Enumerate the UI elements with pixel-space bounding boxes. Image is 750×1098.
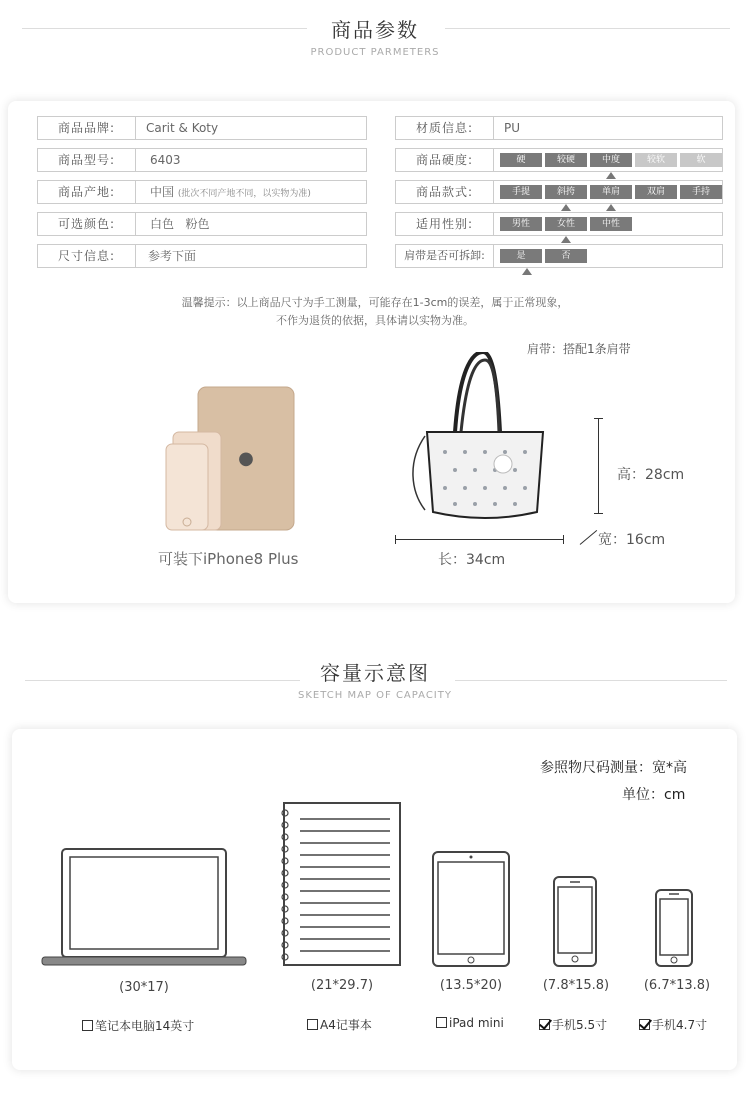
height-tick-top — [594, 418, 603, 419]
param-size — [37, 244, 367, 268]
param-value: 白色 粉色 — [150, 217, 210, 231]
style-options — [494, 181, 722, 203]
param-style — [395, 180, 723, 204]
param-value: 6403 — [150, 153, 181, 167]
bag-strap — [413, 436, 425, 510]
checkbox-empty-icon — [82, 1020, 93, 1031]
capacity-item-name: iPad mini — [449, 1016, 504, 1030]
gender-marker — [561, 236, 571, 243]
option-chip: 手提 — [500, 185, 542, 199]
capacity-item-name: A4记事本 — [320, 1018, 372, 1032]
hardness-options — [494, 149, 722, 171]
length-tick-left — [395, 535, 396, 544]
option-chip: 软 — [680, 153, 722, 167]
length-label: 长：34cm — [438, 552, 506, 568]
param-material — [395, 116, 723, 140]
tip-line-2: 不作为退货的依据，具体请以实物为准。 — [276, 314, 474, 327]
capacity-size: (7.8*15.8) — [542, 978, 610, 993]
origin-note: (批次不同产地不同，以实物为准) — [177, 189, 311, 199]
bag-charm — [494, 455, 512, 473]
bag-illustration — [405, 352, 565, 522]
param-label: 商品硬度: — [396, 149, 494, 171]
param-colors — [37, 212, 367, 236]
section-header-capacity — [0, 657, 750, 701]
param-label: 商品型号: — [38, 149, 136, 171]
option-chip: 是 — [500, 249, 542, 263]
section-subtitle: SKETCH MAP OF CAPACITY — [298, 690, 452, 701]
height-line — [598, 418, 599, 514]
device-illustration — [160, 384, 300, 534]
option-chip: 单肩 — [590, 185, 632, 199]
notebook-icon — [280, 801, 404, 969]
checkbox-checked-icon — [539, 1019, 550, 1030]
laptop-icon — [40, 847, 248, 969]
option-chip: 较硬 — [545, 153, 587, 167]
phone-icon — [552, 875, 598, 968]
option-chip: 较软 — [635, 153, 677, 167]
strap-options — [494, 245, 587, 267]
capacity-size: (13.5*20) — [439, 978, 503, 993]
capacity-size: (30*17) — [119, 980, 169, 995]
height-label: 高：28cm — [617, 467, 685, 483]
origin-country: 中国 — [150, 185, 175, 199]
param-label: 适用性别: — [396, 213, 494, 235]
param-model — [37, 148, 367, 172]
unit-line: 单位：cm — [622, 787, 686, 803]
option-chip: 中度 — [590, 153, 632, 167]
capacity-item-ipad — [436, 1016, 504, 1030]
strap-marker — [522, 268, 532, 275]
length-line — [395, 539, 564, 540]
param-label: 肩带是否可拆卸: — [396, 245, 494, 267]
tip-line-1: 温馨提示：以上商品尺寸为手工测量，可能存在1-3cm的误差，属于正常现象， — [181, 296, 569, 309]
param-origin — [37, 180, 367, 204]
measurement-tip — [0, 294, 750, 330]
section-header-params — [0, 14, 750, 58]
param-strap — [395, 244, 723, 268]
param-label: 可选颜色: — [38, 213, 136, 235]
reference-line: 参照物尺码测量：宽*高 — [540, 760, 687, 776]
param-brand — [37, 116, 367, 140]
param-hardness — [395, 148, 723, 172]
option-chip: 中性 — [590, 217, 632, 231]
strap-note: 肩带：搭配1条肩带 — [527, 342, 631, 356]
height-tick-bottom — [594, 513, 603, 514]
param-label: 商品款式: — [396, 181, 494, 203]
capacity-item-phone-47 — [639, 1016, 707, 1033]
param-label: 商品产地: — [38, 181, 136, 203]
style-marker — [606, 204, 616, 211]
option-chip: 女性 — [545, 217, 587, 231]
checkbox-checked-icon — [639, 1019, 650, 1030]
param-label: 材质信息: — [396, 117, 494, 139]
bag-body — [427, 432, 543, 518]
param-value: PU — [504, 121, 521, 135]
section-title: 商品参数 — [331, 18, 419, 42]
iphone-fit-note: 可装下iPhone8 Plus — [158, 550, 299, 568]
checkbox-empty-icon — [307, 1019, 318, 1030]
hardness-marker — [606, 172, 616, 179]
tablet-icon — [431, 850, 511, 968]
param-label: 商品品牌: — [38, 117, 136, 139]
apple-logo: ● — [238, 448, 254, 469]
param-value: Carit & Koty — [146, 121, 219, 135]
capacity-item-notebook — [307, 1016, 372, 1033]
length-tick-right — [563, 535, 564, 544]
checkbox-empty-icon — [436, 1017, 447, 1028]
option-chip: 双肩 — [635, 185, 677, 199]
option-chip: 斜挎 — [545, 185, 587, 199]
capacity-item-phone-55 — [539, 1016, 607, 1033]
gender-options — [494, 213, 632, 235]
iphone-shape — [166, 444, 208, 530]
width-label: 宽：16cm — [598, 532, 666, 548]
capacity-size: (21*29.7) — [310, 978, 374, 993]
option-chip: 男性 — [500, 217, 542, 231]
capacity-size: (6.7*13.8) — [643, 978, 711, 993]
option-chip: 否 — [545, 249, 587, 263]
capacity-item-name: 手机4.7寸 — [652, 1018, 708, 1032]
section-subtitle: PRODUCT PARMETERS — [310, 47, 440, 58]
param-value — [136, 181, 366, 203]
style-marker — [561, 204, 571, 211]
param-label: 尺寸信息: — [38, 245, 136, 267]
phone-icon — [654, 888, 694, 968]
param-gender — [395, 212, 723, 236]
capacity-item-name: 手机5.5寸 — [552, 1018, 608, 1032]
option-chip: 硬 — [500, 153, 542, 167]
section-title: 容量示意图 — [320, 661, 430, 685]
capacity-item-laptop — [82, 1017, 194, 1034]
capacity-item-name: 笔记本电脑14英寸 — [95, 1019, 195, 1033]
param-value: 参考下面 — [148, 249, 197, 263]
option-chip: 手持 — [680, 185, 722, 199]
